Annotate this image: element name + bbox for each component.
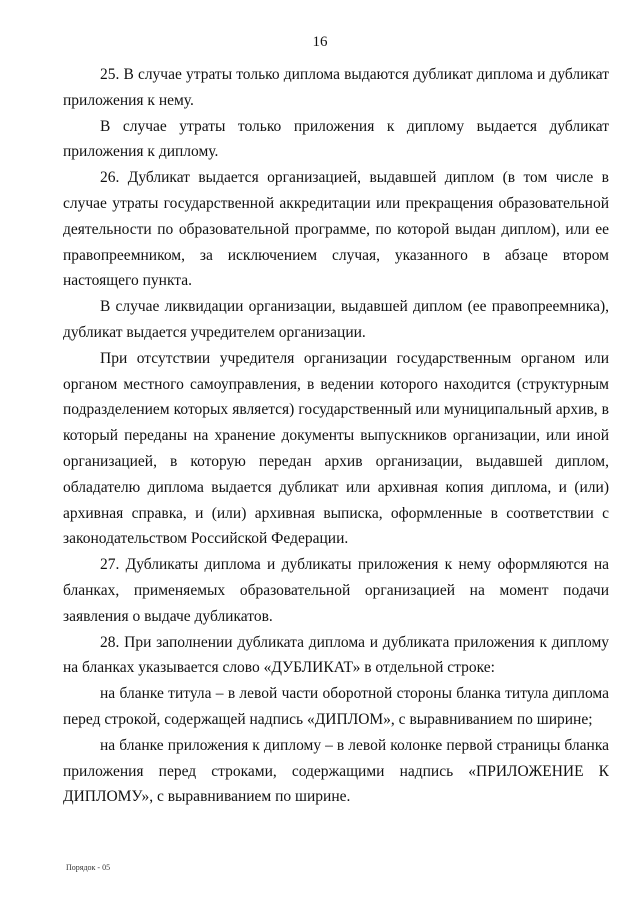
paragraph-26-liquidation: В случае ликвидации организации, выдавшей диплом (ее правопреемника), дубликат выдается учредителем организации. xyxy=(63,298,609,341)
document-body xyxy=(63,62,609,810)
paragraph-26-no-founder: При отсутствии учредителя организации государственным органом или органом местного самоуправления, в ведении которого находится (структурным подразделением которых является) государственный или муниципальный архив, в который переданы на хранение документы выпускников организации, или иной организацией, в которую передан архив организации, выдавшей диплом, обладателю диплома выдается дубликат или архивная копия диплома, и (или) архивная справка, и (или) архивная выписка, оформленные в соответствии с законодательством Российской Федерации. xyxy=(63,349,609,548)
paragraph-26: 26. Дубликат выдается организацией, выдавшей диплом (в том числе в случае утраты государственной аккредитации или прекращения образовательной деятельности по образовательной программе, по которой выдан диплом), или ее правопреемником, за исключением случая, указанного в абзаце втором настоящего пункта. xyxy=(63,169,609,290)
paragraph-28: 28. При заполнении дубликата диплома и дубликата приложения к диплому на бланках указывается слово «ДУБЛИКАТ» в отдельной строке: xyxy=(63,633,609,677)
paragraph-25-second: В случае утраты только приложения к диплому выдается дубликат приложения к диплому. xyxy=(63,117,609,161)
paragraph-28-title-blank: на бланке титула – в левой части оборотной стороны бланка титула диплома перед строкой, содержащей надпись «ДИПЛОМ», с выравниванием по ширине; xyxy=(63,685,609,728)
paragraph-27: 27. Дубликаты диплома и дубликаты приложения к нему оформляются на бланках, применяемых образовательной организацией на момент подачи заявления о выдаче дубликатов. xyxy=(63,556,609,625)
paragraph-25: 25. В случае утраты только диплома выдаются дубликат диплома и дубликат приложения к нему. xyxy=(63,66,609,109)
page-number: 16 xyxy=(312,34,328,50)
footer-label: Порядок - 05 xyxy=(66,863,111,872)
paragraph-28-appendix-blank: на бланке приложения к диплому – в левой колонке первой страницы бланка приложения перед строками, содержащими надпись «ПРИЛОЖЕНИЕ К ДИПЛОМУ», с выравниванием по ширине. xyxy=(63,736,609,806)
